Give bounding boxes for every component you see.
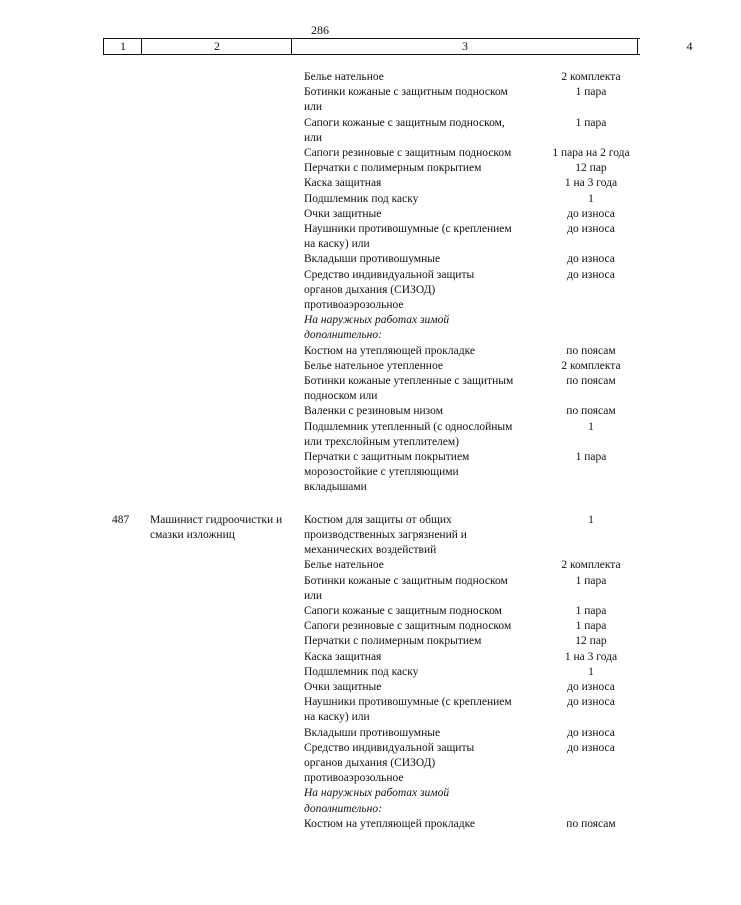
ppe-item: Сапоги кожаные с защитным подноском, или <box>304 116 505 144</box>
table-row <box>0 176 640 191</box>
table-row <box>0 786 640 816</box>
ppe-table-body <box>0 70 640 832</box>
ppe-item: Перчатки с полимерным покрытием <box>304 635 482 648</box>
issue-norm: по поясам <box>566 817 616 830</box>
row-number: 487 <box>112 513 130 526</box>
page-number: 286 <box>311 23 329 37</box>
row-spacer <box>0 496 640 513</box>
issue-norm: 1 <box>588 192 594 205</box>
table-row <box>0 817 640 832</box>
ppe-item: На наружных работах зимой дополнительно: <box>304 314 450 342</box>
table-row <box>0 619 640 634</box>
ppe-item: Каска защитная <box>304 177 382 190</box>
issue-norm: 12 пар <box>575 635 607 648</box>
job-title: Машинист гидроочистки и смазки изложниц <box>150 513 283 541</box>
column-header-4: 4 <box>637 39 741 54</box>
issue-norm: 1 на 3 года <box>564 650 618 663</box>
table-row <box>0 695 640 725</box>
column-header-1: 1 <box>103 39 142 54</box>
column-header-row <box>103 38 693 55</box>
ppe-item: Перчатки с защитным покрытием морозостойкие с утепляющими вкладышами <box>304 451 470 494</box>
issue-norm: 1 пара <box>575 86 607 99</box>
ppe-item: Ботинки кожаные с защитным подноском или <box>304 86 508 114</box>
table-row <box>0 450 640 496</box>
issue-norm: по поясам <box>566 375 616 388</box>
table-row <box>0 374 640 404</box>
ppe-item: Сапоги кожаные с защитным подноском <box>304 604 502 617</box>
issue-norm: 1 пара <box>575 574 607 587</box>
table-row <box>0 420 640 450</box>
table-row <box>0 680 640 695</box>
ppe-item: Ботинки кожаные утепленные с защитным подноском или <box>304 375 514 403</box>
table-row <box>0 359 640 374</box>
issue-norm: до износа <box>567 741 615 754</box>
table-row <box>0 207 640 222</box>
table-row <box>0 726 640 741</box>
ppe-item: Средство индивидуальной защиты органов дыхания (СИЗОД) противоаэрозольное <box>304 268 475 312</box>
ppe-item: Белье нательное <box>304 559 384 572</box>
issue-norm: 2 комплекта <box>561 559 621 572</box>
issue-norm: 1 пара <box>575 620 607 633</box>
table-row <box>0 344 640 359</box>
table-row <box>0 70 640 85</box>
ppe-item: Наушники противошумные (с креплением на каску) или <box>304 696 512 724</box>
issue-norm: 2 комплекта <box>561 71 621 83</box>
table-row <box>0 252 640 267</box>
ppe-item: Костюм для защиты от общих производственных загрязнений и механических воздействий <box>304 513 467 557</box>
table-row <box>0 404 640 419</box>
issue-norm: до износа <box>567 680 615 693</box>
ppe-item: Костюм на утепляющей прокладке <box>304 344 475 357</box>
issue-norm: 2 комплекта <box>561 359 621 372</box>
ppe-item: Сапоги резиновые с защитным подноском <box>304 620 512 633</box>
table-row <box>0 146 640 161</box>
ppe-item: Перчатки с полимерным покрытием <box>304 162 482 175</box>
table-row <box>0 192 640 207</box>
table-row <box>0 268 640 314</box>
issue-norm: до износа <box>567 696 615 709</box>
ppe-item: Подшлемник под каску <box>304 665 419 678</box>
table-row <box>0 161 640 176</box>
table-row <box>0 604 640 619</box>
table-row <box>0 116 640 146</box>
ppe-item: Наушники противошумные (с креплением на каску) или <box>304 223 512 251</box>
issue-norm: до износа <box>567 268 615 281</box>
table-row <box>0 741 640 787</box>
issue-norm: 1 пара <box>575 451 607 464</box>
ppe-item: Очки защитные <box>304 207 382 220</box>
table-row <box>0 513 640 559</box>
table-row <box>0 313 640 343</box>
ppe-item: Средство индивидуальной защиты органов дыхания (СИЗОД) противоаэрозольное <box>304 741 475 785</box>
ppe-item: Валенки с резиновым низом <box>304 405 443 418</box>
issue-norm: до износа <box>567 223 615 236</box>
ppe-item: На наружных работах зимой дополнительно: <box>304 787 450 815</box>
table-row <box>0 665 640 680</box>
issue-norm: до износа <box>567 253 615 266</box>
issue-norm: 1 пара <box>575 116 607 129</box>
issue-norm: 1 <box>588 420 594 433</box>
table-row <box>0 558 640 573</box>
issue-norm: до износа <box>567 726 615 739</box>
table-row <box>0 650 640 665</box>
ppe-item: Вкладыши противошумные <box>304 726 441 739</box>
column-header-3: 3 <box>291 39 638 54</box>
ppe-item: Вкладыши противошумные <box>304 253 441 266</box>
ppe-item: Белье нательное <box>304 71 384 83</box>
table-row <box>0 85 640 115</box>
ppe-item: Подшлемник утепленный (с однослойным или трехслойным утеплителем) <box>304 420 513 448</box>
ppe-item: Костюм на утепляющей прокладке <box>304 817 475 830</box>
ppe-item: Каска защитная <box>304 650 382 663</box>
ppe-item: Белье нательное утепленное <box>304 359 443 372</box>
issue-norm: по поясам <box>566 344 616 357</box>
issue-norm: 1 на 3 года <box>564 177 618 190</box>
ppe-item: Очки защитные <box>304 680 382 693</box>
issue-norm: 12 пар <box>575 162 607 175</box>
table-row <box>0 574 640 604</box>
issue-norm: 1 <box>588 665 594 678</box>
ppe-item: Сапоги резиновые с защитным подноском <box>304 147 512 160</box>
ppe-item: Подшлемник под каску <box>304 192 419 205</box>
table-row <box>0 222 640 252</box>
table-row <box>0 634 640 649</box>
issue-norm: 1 пара <box>575 604 607 617</box>
issue-norm: до износа <box>567 207 615 220</box>
column-header-2: 2 <box>141 39 292 54</box>
issue-norm: 1 пара на 2 года <box>552 147 630 160</box>
issue-norm: по поясам <box>566 405 616 418</box>
ppe-item: Ботинки кожаные с защитным подноском или <box>304 574 508 602</box>
issue-norm: 1 <box>588 513 594 526</box>
